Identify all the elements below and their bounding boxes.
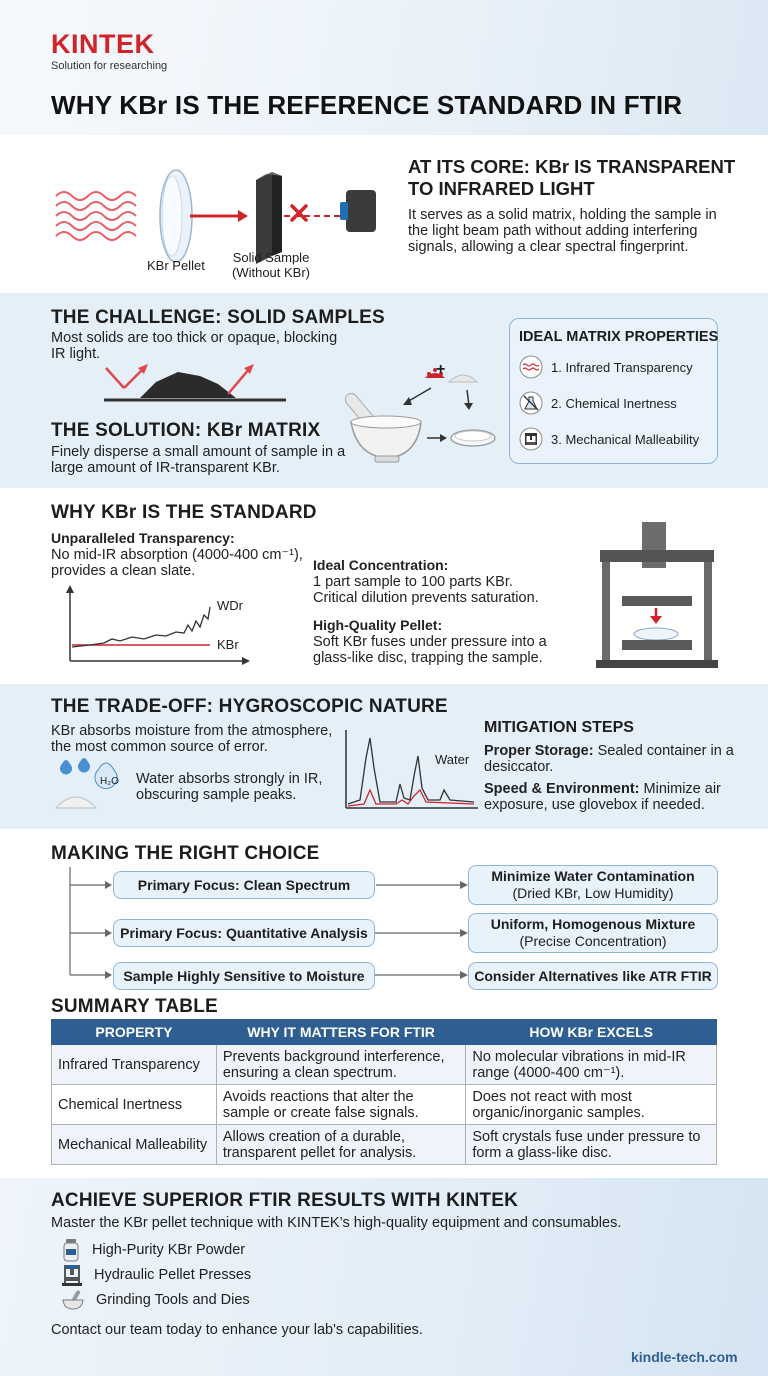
pellet-press-icon <box>62 1263 82 1287</box>
blocked-light-illustration <box>100 358 290 408</box>
cta-heading: ACHIEVE SUPERIOR FTIR RESULTS WITH KINTEK <box>51 1190 519 1211</box>
storage-title: Proper Storage: <box>484 743 594 759</box>
choice-result-1-title: Minimize Water Contamination <box>491 868 695 884</box>
product-item-press[interactable] <box>62 1263 251 1287</box>
product-label: High-Purity KBr Powder <box>92 1242 246 1258</box>
transparency-title: Unparalleled Transparency: <box>51 530 235 546</box>
table-header-row <box>52 1020 717 1045</box>
choice-result-2[interactable] <box>468 913 718 953</box>
storage-text: Sealed container in a desiccator. <box>484 743 734 775</box>
pellet-text: Soft KBr fuses under pressure into a glass-like disc, trapping the sample. <box>313 634 547 666</box>
solution-heading: THE SOLUTION: KBr MATRIX <box>51 420 321 441</box>
hydraulic-press-illustration <box>592 520 722 670</box>
matrix-item-3-label: 3. Mechanical Malleability <box>551 431 700 447</box>
flask-icon <box>519 391 543 415</box>
core-text: It serves as a solid matrix, holding the sample in the light beam path without adding interfering signals, allowing a clear spectral fingerprint. <box>408 207 717 255</box>
table-row <box>52 1125 717 1165</box>
summary-heading: SUMMARY TABLE <box>51 996 218 1017</box>
mitigation-environment <box>484 781 734 813</box>
table-row <box>52 1085 717 1125</box>
mitigation-title: MITIGATION STEPS <box>484 719 634 736</box>
concentration-title: Ideal Concentration: <box>313 557 449 573</box>
choice-result-1-sub: (Dried KBr, Low Humidity) <box>512 885 674 901</box>
powder-jar-icon <box>62 1238 80 1262</box>
matrix-item-3 <box>519 427 699 451</box>
choice-result-2-sub: (Precise Concentration) <box>519 933 667 949</box>
mitigation-storage <box>484 743 734 775</box>
standard-heading: WHY KBr IS THE STANDARD <box>51 502 317 523</box>
water-absorption-chart <box>340 728 480 812</box>
summary-table <box>51 1019 717 1165</box>
h2o-label: H₂O <box>100 776 119 787</box>
table-header: HOW KBr EXCELS <box>466 1020 717 1045</box>
choice-heading: MAKING THE RIGHT CHOICE <box>51 843 320 864</box>
product-item-powder[interactable] <box>62 1238 245 1262</box>
choice-focus-3[interactable]: Sample Highly Sensitive to Moisture <box>113 962 375 990</box>
brand-logo[interactable]: KINTEK <box>51 29 155 59</box>
choice-result-2-title: Uniform, Homogenous Mixture <box>490 916 696 932</box>
transparency-text: No mid-IR absorption (4000-400 cm⁻¹), provides a clean slate. <box>51 547 303 579</box>
chart-label-kbr: KBr <box>217 637 239 652</box>
matrix-item-2 <box>519 391 677 415</box>
challenge-text: Most solids are too thick or opaque, blocking IR light. <box>51 330 338 362</box>
table-cell: Prevents background interference, ensuring a clean spectrum. <box>216 1045 466 1085</box>
label-solid-sample-line1: Solid Sample <box>232 250 310 265</box>
core-heading: AT ITS CORE: KBr IS TRANSPARENT TO INFRARED LIGHT <box>408 156 736 199</box>
table-header: WHY IT MATTERS FOR FTIR <box>216 1020 466 1045</box>
concentration-text: 1 part sample to 100 parts KBr. Critical dilution prevents saturation. <box>313 574 539 606</box>
plus-sign: + <box>436 361 446 378</box>
matrix-item-1-label: 1. Infrared Transparency <box>551 359 693 375</box>
product-item-grinding[interactable] <box>62 1289 250 1311</box>
table-cell: Chemical Inertness <box>52 1085 217 1125</box>
page-title: WHY KBr IS THE REFERENCE STANDARD IN FTIR <box>51 90 683 120</box>
tradeoff-heading: THE TRADE-OFF: HYGROSCOPIC NATURE <box>51 696 448 717</box>
table-row <box>52 1045 717 1085</box>
table-cell: Soft crystals fuse under pressure to form a glass-like disc. <box>466 1125 717 1165</box>
choice-result-3[interactable]: Consider Alternatives like ATR FTIR <box>468 962 718 990</box>
water-text: Water absorbs strongly in IR, obscuring sample peaks. <box>136 771 323 803</box>
cta-text: Master the KBr pellet technique with KINTEK’s high-quality equipment and consumables. <box>51 1215 622 1231</box>
tradeoff-text: KBr absorbs moisture from the atmosphere, the most common source of error. <box>51 723 333 755</box>
table-cell: Mechanical Malleability <box>52 1125 217 1165</box>
solution-text: Finely disperse a small amount of sample in a large amount of IR-transparent KBr. <box>51 444 346 476</box>
brand-tagline: Solution for researching <box>51 60 168 72</box>
mortar-pestle-illustration <box>345 360 510 472</box>
table-cell: Does not react with most organic/inorganic samples. <box>466 1085 717 1125</box>
wave-icon <box>519 355 543 379</box>
wdr-spectrum-line <box>72 607 210 647</box>
mortar-icon <box>62 1289 84 1311</box>
challenge-heading: THE CHALLENGE: SOLID SAMPLES <box>51 307 385 328</box>
product-label: Grinding Tools and Dies <box>96 1292 250 1308</box>
product-label: Hydraulic Pellet Presses <box>94 1267 252 1283</box>
matrix-item-2-label: 2. Chemical Inertness <box>551 395 677 411</box>
website-link[interactable]: kindle-tech.com <box>631 1349 738 1365</box>
press-icon <box>519 427 543 451</box>
choice-focus-2[interactable]: Primary Focus: Quantitative Analysis <box>113 919 375 947</box>
chart-label-wdr: WDr <box>217 598 243 613</box>
pellet-title: High-Quality Pellet: <box>313 617 443 633</box>
water-spectrum-line <box>348 738 474 804</box>
env-title: Speed & Environment: <box>484 781 640 797</box>
table-header: PROPERTY <box>52 1020 217 1045</box>
choice-focus-1[interactable]: Primary Focus: Clean Spectrum <box>113 871 375 899</box>
matrix-item-1 <box>519 355 693 379</box>
label-kbr-pellet: KBr Pellet <box>147 258 205 273</box>
table-cell: Avoids reactions that alter the sample or create false signals. <box>216 1085 466 1125</box>
table-cell: Allows creation of a durable, transparent pellet for analysis. <box>216 1125 466 1165</box>
matrix-title: IDEAL MATRIX PROPERTIES <box>519 329 719 345</box>
label-solid-sample <box>232 250 310 280</box>
water-chart-label: Water <box>435 752 470 767</box>
cta-contact: Contact our team today to enhance your lab's capabilities. <box>51 1322 423 1338</box>
table-cell: Infrared Transparency <box>52 1045 217 1085</box>
label-solid-sample-line2: (Without KBr) <box>232 265 311 280</box>
env-text: Minimize air exposure, use glovebox if needed. <box>484 781 721 813</box>
detector-icon <box>346 190 376 232</box>
table-cell: No molecular vibrations in mid-IR range (4000-400 cm⁻¹). <box>466 1045 717 1085</box>
core-illustration <box>50 150 390 290</box>
choice-result-1[interactable] <box>468 865 718 905</box>
